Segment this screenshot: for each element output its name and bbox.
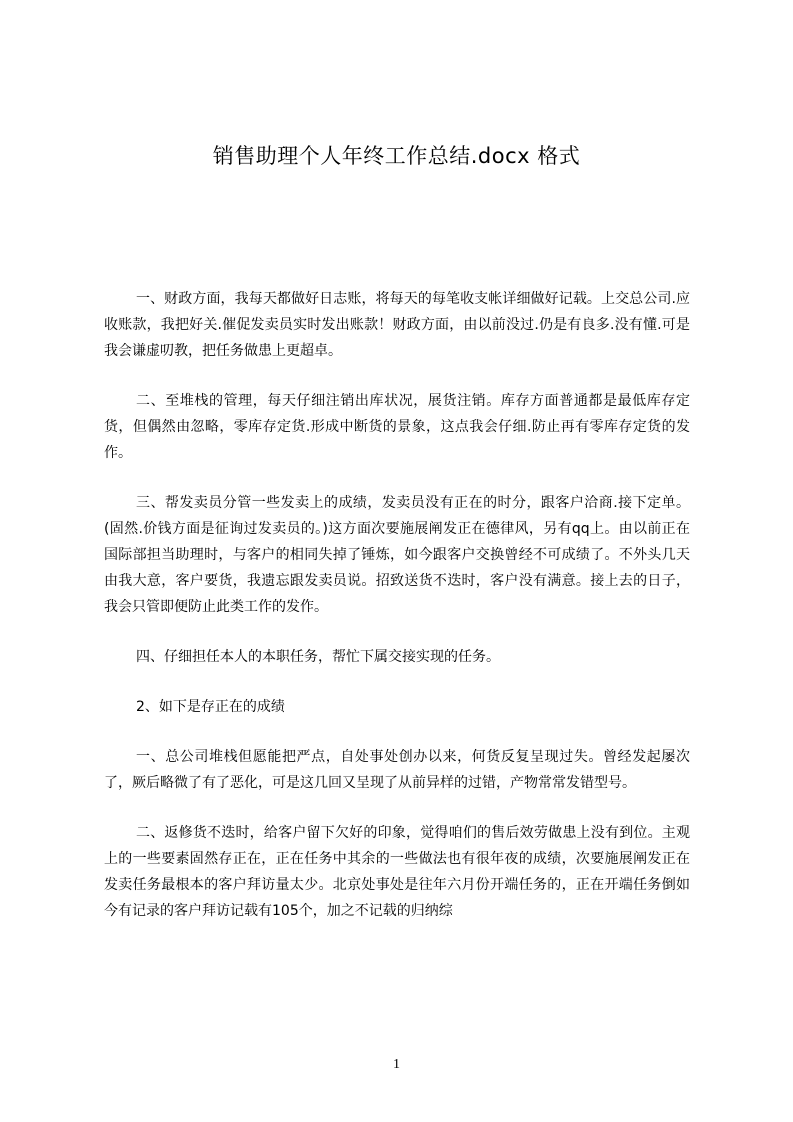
paragraph-warehouse: 二、至堆栈的管理，每天仔细注销出库状况，展货注销。库存方面普通都是最低库存定货，但偶然由忽略，零库存定货.形成中断货的景象，这点我会仔细.防止再有零库存定货的发作。 bbox=[104, 393, 690, 461]
page-number: 1 bbox=[393, 1057, 400, 1072]
document-title: 销售助理个人年终工作总结.docx 格式 bbox=[212, 144, 581, 168]
document-body bbox=[104, 286, 690, 948]
paragraph-duties: 四、仔细担任本人的本职任务，帮忙下属交接实现的任务。 bbox=[136, 649, 500, 665]
section-heading-problems: 2、如下是存正在的成绩 bbox=[136, 699, 285, 715]
paragraph-problem-warehouse: 一、总公司堆栈但愿能把严点，自处事处创办以来，何货反复呈现过失。曾经发起屡次了，厥后略微了有了恶化，可是这几回又呈现了从前异样的过错，产物常常发错型号。 bbox=[104, 749, 690, 791]
paragraph-finance: 一、财政方面，我每天都做好日志账，将每天的每笔收支帐详细做好记载。上交总公司.应收账款，我把好关.催促发卖员实时发出账款！财政方面，由以前没过.仍是有良多.没有懂.可是我会谦虚叨教，把任务做患上更超卓。 bbox=[104, 291, 690, 359]
paragraph-problem-repairs: 二、返修货不迭时，给客户留下欠好的印象，觉得咱们的售后效劳做患上没有到位。主观上的一些要素固然存正在，正在任务中其余的一些做法也有很年夜的成绩，次要施展阐发正在发卖任务最根本的客户拜访量太少。北京处事处是往年六月份开端任务的，正在开端任务倒如今有记录的客户拜访记载有105个，加之不记载的归纳综 bbox=[104, 825, 690, 919]
paragraph-sales-support: 三、帮发卖员分管一些发卖上的成绩，发卖员没有正在的时分，跟客户洽商.接下定单。(固然.价钱方面是征询过发卖员的。)这方面次要施展阐发正在德律风，另有qq上。由以前正在国际部担当助理时，与客户的相同失掉了锤炼，如今跟客户交换曾经不可成绩了。不外头几天由我大意，客户要货，我遗忘跟发卖员说。招致送货不迭时，客户没有满意。接上去的日子，我会只管即便防止此类工作的发作。 bbox=[104, 495, 690, 615]
